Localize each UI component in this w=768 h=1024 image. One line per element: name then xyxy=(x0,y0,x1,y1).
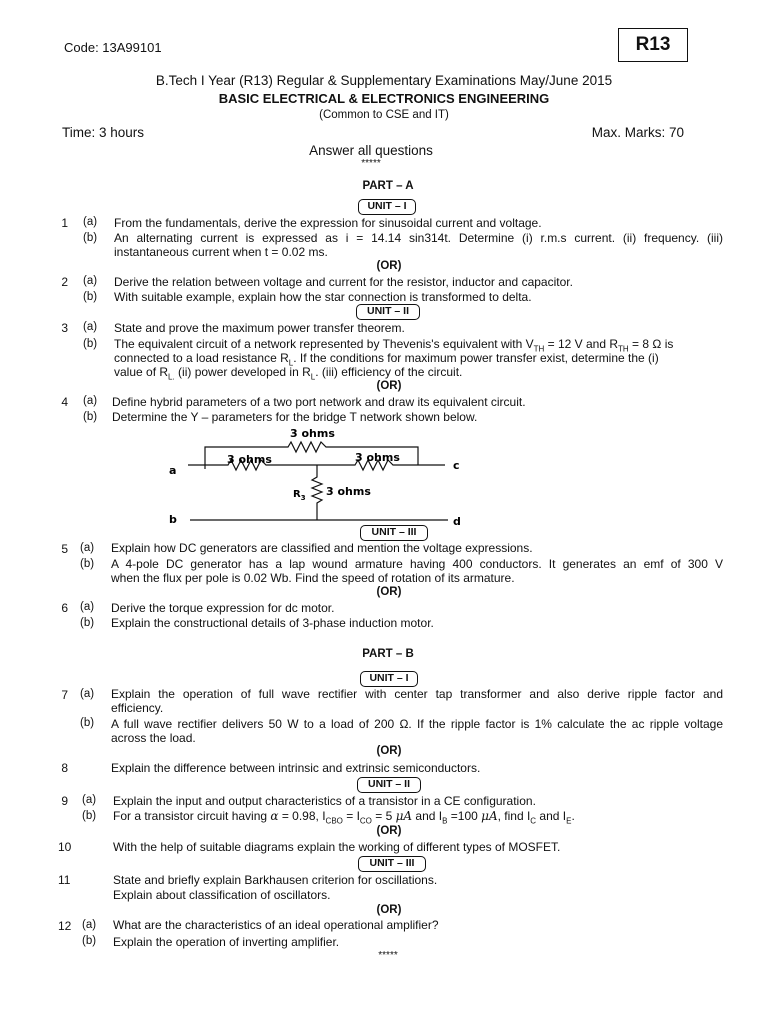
question-text: Derive the relation between voltage and current for the resistor, inductor and capacitor. xyxy=(114,275,573,289)
question-number: 10 xyxy=(58,840,72,854)
question-number: 5 xyxy=(61,542,68,556)
or-separator: (OR) xyxy=(376,745,402,757)
question-number: 12 xyxy=(58,919,72,933)
question-text: State and briefly explain Barkhausen criterion for oscillations. xyxy=(113,873,438,887)
sub-label: (a) xyxy=(82,919,97,931)
max-marks: Max. Marks: 70 xyxy=(591,125,684,140)
question-text: The equivalent circuit of a network represented by Thevenis's equivalent with $V_{TH} = 12$ V and $R_{TH} = 8$ Ω is xyxy=(114,337,674,354)
sub-label: (b) xyxy=(83,411,98,423)
or-separator: (OR) xyxy=(376,260,402,272)
sub-label: (a) xyxy=(80,688,95,700)
question-number: 11 xyxy=(58,873,71,887)
unit-badge: UNIT – I xyxy=(360,671,418,687)
resistor-label: 3 ohms xyxy=(355,451,400,464)
question-text: Explain the difference between intrinsic and extrinsic semiconductors. xyxy=(111,761,481,775)
unit-badge: UNIT – III xyxy=(358,856,426,872)
sub-label: (a) xyxy=(82,794,97,806)
regulation-box: R13 xyxy=(618,28,688,62)
question-text: An alternating current is expressed as i = 14.14 sin314t. Determine (i) r.m.s current. (ii) frequency. (iii) xyxy=(114,231,723,245)
question-text: Explain the input and output characteristics of a transistor in a CE configuration. xyxy=(113,794,536,808)
unit-badge: UNIT – I xyxy=(358,199,416,215)
question-number: 2 xyxy=(61,275,68,289)
sub-label: (b) xyxy=(80,558,95,570)
or-separator: (OR) xyxy=(376,825,402,837)
sub-label: (a) xyxy=(80,542,95,554)
stars-divider: ***** xyxy=(378,950,398,961)
question-text: Explain the constructional details of 3-phase induction motor. xyxy=(111,616,434,630)
sub-label: (b) xyxy=(82,935,97,947)
node-label: c xyxy=(453,459,460,472)
subject-title: BASIC ELECTRICAL & ELECTRONICS ENGINEERING xyxy=(218,91,550,106)
question-text: What are the characteristics of an ideal operational amplifier? xyxy=(113,918,439,932)
question-text: From the fundamentals, derive the expression for sinusoidal current and voltage. xyxy=(114,216,542,230)
question-text: A 4-pole DC generator has a lap wound armature having 400 conductors. It generates an emf of 300 V xyxy=(111,557,723,571)
time-allowed: Time: 3 hours xyxy=(62,125,145,140)
sub-label: (a) xyxy=(80,601,95,613)
question-text: A full wave rectifier delivers 50 W to a load of 200 Ω. If the ripple factor is 1% calculate the ac ripple voltage xyxy=(111,717,723,731)
resistor-label: 3 ohms xyxy=(290,427,335,440)
question-text: Derive the torque expression for dc motor. xyxy=(111,601,335,615)
question-text: State and prove the maximum power transfer theorem. xyxy=(114,321,405,335)
question-text: With suitable example, explain how the star connection is transformed to delta. xyxy=(114,290,532,304)
question-number: 3 xyxy=(61,321,68,335)
instruction: Answer all questions xyxy=(309,143,433,158)
exam-title: B.Tech I Year (R13) Regular & Supplementary Examinations May/June 2015 xyxy=(155,73,613,88)
unit-badge: UNIT – II xyxy=(356,304,420,320)
question-text: when the flux per pole is 0.02 Wb. Find the speed of rotation of its armature. xyxy=(111,571,515,585)
sub-label: (a) xyxy=(83,275,98,287)
question-text: across the load. xyxy=(111,731,196,745)
question-text: efficiency. xyxy=(111,701,164,715)
exam-code: Code: 13A99101 xyxy=(64,40,162,55)
question-number: 8 xyxy=(61,761,68,775)
resistor-label: 3 ohms xyxy=(326,485,371,498)
or-separator: (OR) xyxy=(376,904,402,916)
question-text: Explain the operation of inverting amplifier. xyxy=(113,935,340,949)
resistor-symbol: $R_3$ xyxy=(293,489,306,502)
question-text: Define hybrid parameters of a two port network and draw its equivalent circuit. xyxy=(112,395,526,409)
part-b-title: PART – B xyxy=(362,648,414,660)
common-note: (Common to CSE and IT) xyxy=(319,109,449,121)
question-number: 6 xyxy=(61,601,68,615)
stars-divider: ***** xyxy=(361,158,381,169)
resistor-label: 3 ohms xyxy=(227,453,272,466)
sub-label: (b) xyxy=(80,717,95,729)
sub-label: (b) xyxy=(83,291,98,303)
question-text: Explain how DC generators are classified and mention the voltage expressions. xyxy=(111,541,533,555)
question-number: 4 xyxy=(61,395,68,409)
or-separator: (OR) xyxy=(376,586,402,598)
part-a-title: PART – A xyxy=(362,180,414,192)
sub-label: (b) xyxy=(83,338,98,350)
node-label: a xyxy=(169,464,177,477)
or-separator: (OR) xyxy=(376,380,402,392)
node-label: d xyxy=(453,515,461,528)
question-text: Explain the operation of full wave rectifier with center tap transformer and also derive ripple factor and xyxy=(111,687,723,701)
unit-badge: UNIT – II xyxy=(357,777,421,793)
sub-label: (b) xyxy=(83,232,98,244)
unit-badge: UNIT – III xyxy=(360,525,428,541)
sub-label: (a) xyxy=(83,216,98,228)
question-number: 7 xyxy=(61,688,68,702)
sub-label: (a) xyxy=(83,321,98,333)
sub-label: (b) xyxy=(82,810,97,822)
question-text: Explain about classification of oscillators. xyxy=(113,888,331,902)
node-label: b xyxy=(169,513,177,526)
question-text: Determine the Y – parameters for the bridge T network shown below. xyxy=(112,410,478,424)
sub-label: (b) xyxy=(80,617,95,629)
question-number: 1 xyxy=(61,216,68,230)
question-number: 9 xyxy=(61,794,68,808)
question-text: value of $R_{L.}$ (ii) power developed in $R_L$. (iii) efficiency of the circuit. xyxy=(114,365,463,382)
sub-label: (a) xyxy=(83,395,98,407)
bridge-t-circuit xyxy=(160,422,480,530)
question-text: For a transistor circuit having α = 0.98, $I_{CBO} = I_{CO} = 5$ μA and $I_B =100$ μA, find $I_C$ and $I_E$. xyxy=(113,809,575,826)
question-text: connected to a load resistance $R_L$. If the conditions for maximum power transfer exist, determine the (i) xyxy=(114,351,659,368)
question-text: With the help of suitable diagrams explain the working of different types of MOSFET. xyxy=(113,840,561,854)
question-text: instantaneous current when t = 0.02 ms. xyxy=(114,245,328,259)
